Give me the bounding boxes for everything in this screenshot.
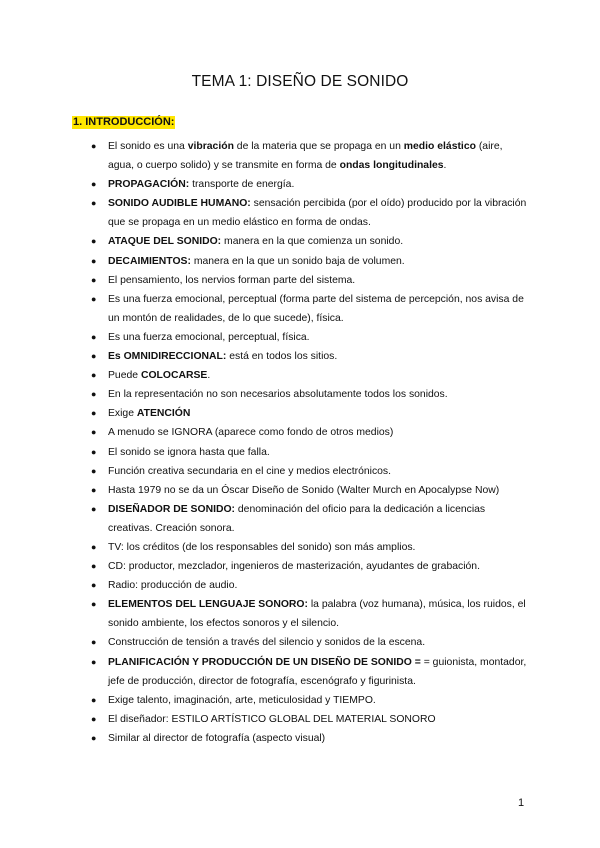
item-text: la palabra (voz humana), música, los ruidos, el sonido ambiente, los efectos sonoros y el silencio. [108, 599, 526, 630]
list-item [91, 710, 531, 729]
list-item [91, 538, 531, 557]
list-item [91, 481, 531, 500]
bullet-icon: ● [91, 446, 97, 457]
bold-text: medio elástico [403, 141, 476, 152]
list-item [91, 404, 531, 423]
bullet-icon: ● [91, 637, 97, 648]
list-item [91, 633, 531, 652]
bullet-icon: ● [91, 389, 97, 400]
bold-text: PROPAGACIÓN: [108, 179, 190, 191]
item-text: Función creativa secundaria en el cine y medios electrónicos. [108, 465, 392, 477]
bullet-icon: ● [91, 274, 97, 285]
item-text: (aire, agua, o cuerpo solido) y se transmite en forma de [108, 141, 503, 172]
bullet-icon: ● [91, 580, 97, 591]
item-text: Similar al director de fotografía (aspecto visual) [108, 732, 326, 744]
bold-text: ondas longitudinales [339, 160, 444, 172]
bold-text: ATENCIÓN [136, 408, 191, 420]
item-text: El sonido es una [108, 141, 188, 152]
bullet-icon: ● [91, 331, 97, 342]
list-item [91, 576, 531, 595]
bullet-icon: ● [91, 503, 97, 514]
item-text: El sonido se ignora hasta que falla. [108, 446, 270, 458]
list-item [91, 557, 531, 576]
list-item [91, 595, 531, 633]
list-item [91, 328, 531, 347]
list-item [91, 232, 531, 251]
item-text: . [443, 160, 447, 172]
bold-text: PLANIFICACIÓN Y PRODUCCIÓN DE UN DISEÑO DE SONIDO = [108, 656, 421, 668]
list-item [91, 653, 531, 691]
item-text: CD: productor, mezclador, ingenieros de masterización, ayudantes de grabación. [108, 561, 480, 573]
list-item [91, 252, 531, 271]
bullet-icon: ● [91, 141, 97, 151]
bold-text: SONIDO AUDIBLE HUMANO: [108, 198, 251, 210]
item-text: de la materia que se propaga en un [233, 141, 404, 152]
item-text: manera en la que un sonido baja de volumen. [190, 255, 405, 267]
list-item [91, 385, 531, 404]
item-text: Es una fuerza emocional, perceptual (forma parte del sistema de percepción, nos avisa de un montón de realidades, de lo que sucede), física. [108, 293, 524, 324]
bold-text: vibración [187, 141, 234, 152]
bullet-icon: ● [91, 236, 97, 247]
item-text: . [207, 370, 211, 382]
list-item [91, 462, 531, 481]
bold-text: DISEÑADOR DE SONIDO: [108, 503, 236, 515]
list-item [91, 500, 531, 538]
item-text: Puede [108, 370, 141, 382]
bullet-icon: ● [91, 732, 97, 743]
bullet-icon: ● [91, 541, 97, 552]
bold-text: COLOCARSE [140, 370, 208, 382]
document-title: TEMA 1: DISEÑO DE SONIDO [191, 73, 409, 90]
item-text: transporte de energía. [189, 179, 295, 191]
list-item [91, 175, 531, 194]
bullet-icon: ● [91, 484, 97, 495]
bullet-icon: ● [91, 351, 97, 362]
item-text: TV: los créditos (de los responsables del sonido) son más amplios. [108, 541, 416, 553]
item-text: = guionista, montador, jefe de producción, director de fotografía, escenógrafo y figurinista. [108, 656, 527, 687]
bullet-icon: ● [91, 427, 97, 438]
bullet-icon: ● [91, 465, 97, 476]
bullet-icon: ● [91, 713, 97, 724]
list-item [91, 691, 531, 710]
list-item [91, 423, 531, 442]
section-heading: 1. INTRODUCCIÓN: [73, 116, 175, 128]
list-item [91, 194, 531, 232]
list-item [91, 347, 531, 366]
list-item [91, 366, 531, 385]
bullet-icon: ● [91, 255, 97, 266]
item-text: Exige [108, 408, 137, 420]
item-text: denominación del oficio para la dedicación a licencias creativas. Creación sonora. [108, 503, 486, 534]
item-text: El diseñador: ESTILO ARTÍSTICO GLOBAL DEL MATERIAL SONORO [108, 713, 436, 725]
item-text: Construcción de tensión a través del silencio y sonidos de la escena. [108, 637, 426, 649]
item-text: Hasta 1979 no se da un Óscar Diseño de Sonido (Walter Murch en Apocalypse Now) [108, 484, 500, 496]
item-text: Radio: producción de audio. [108, 580, 238, 592]
item-text: está en todos los sitios. [226, 351, 338, 363]
item-text: El pensamiento, los nervios forman parte del sistema. [108, 274, 356, 286]
list-item [91, 271, 531, 290]
item-text: Exige talento, imaginación, arte, meticulosidad y TIEMPO. [108, 694, 376, 706]
bullet-icon: ● [91, 198, 97, 209]
bold-text: Es OMNIDIRECCIONAL: [108, 351, 227, 363]
bullet-icon: ● [91, 656, 97, 667]
item-text: Es una fuerza emocional, perceptual, física. [108, 331, 310, 343]
bold-text: ATAQUE DEL SONIDO: [108, 236, 222, 248]
bullet-icon: ● [91, 179, 97, 190]
bullet-icon: ● [91, 561, 97, 572]
item-text: A menudo se IGNORA (aparece como fondo de otros medios) [108, 427, 394, 439]
bullet-icon: ● [91, 694, 97, 705]
list-item [91, 729, 531, 748]
page-number: 1 [518, 797, 525, 809]
bullet-icon: ● [91, 293, 97, 304]
list-item [91, 443, 531, 462]
item-text: sensación percibida (por el oído) producido por la vibración que se propaga en un medio elástico en forma de ondas. [108, 198, 527, 229]
bold-text: ELEMENTOS DEL LENGUAJE SONORO: [108, 599, 308, 611]
bullet-icon: ● [91, 599, 97, 610]
list-item [91, 290, 531, 328]
bold-text: DECAIMIENTOS: [108, 255, 191, 267]
item-text: manera en la que comienza un sonido. [221, 236, 404, 248]
bullet-icon: ● [91, 370, 97, 381]
list-item [91, 137, 531, 175]
bullet-icon: ● [91, 408, 97, 419]
item-text: En la representación no son necesarios absolutamente todos los sonidos. [108, 389, 448, 401]
bullet-list [91, 137, 531, 748]
